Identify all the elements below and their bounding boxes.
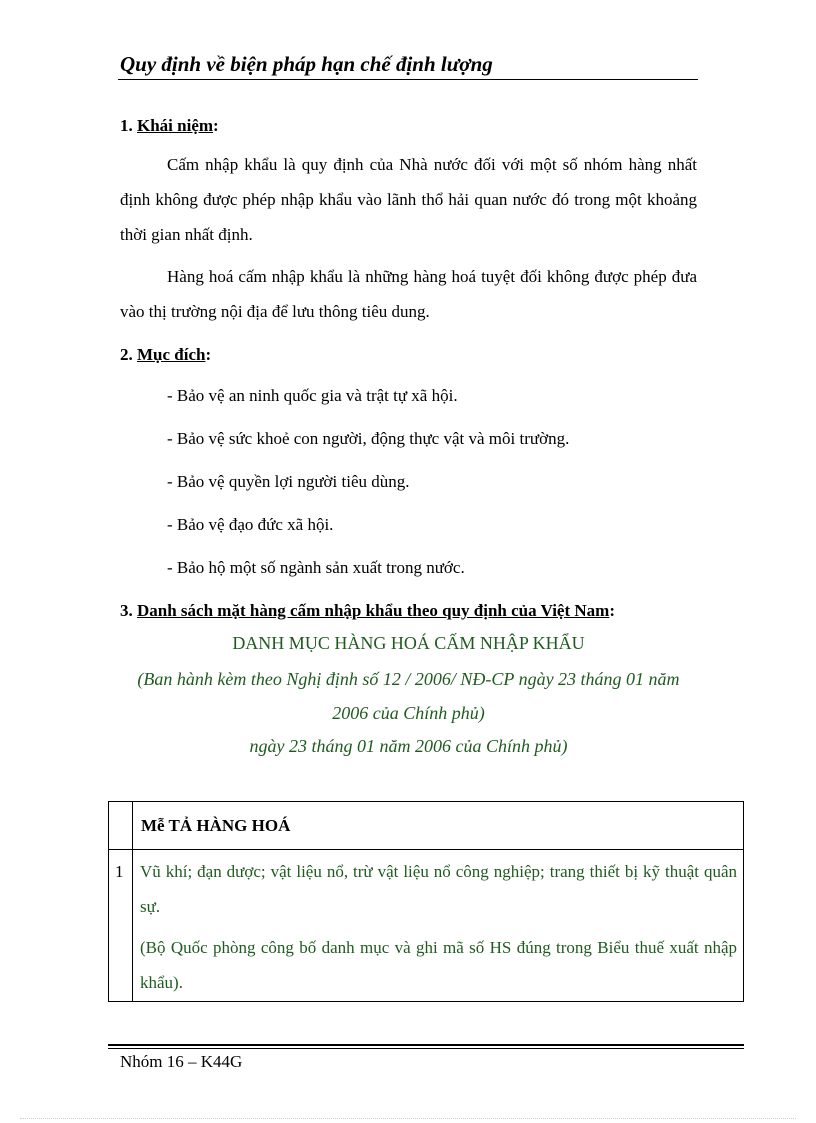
footer-divider-thick <box>108 1044 744 1046</box>
section-1-paragraph-2: Hàng hoá cấm nhập khẩu là những hàng hoá tuyệt đối không được phép đưa vào thị trường nội địa để lưu thông tiêu dung. <box>120 267 697 321</box>
section-3-title: Danh sách mặt hàng cấm nhập khẩu theo quy định của Việt Nam <box>137 601 610 620</box>
section-1-heading <box>120 116 219 136</box>
header-divider <box>118 79 698 80</box>
section-2-title: Mục đích <box>137 345 206 364</box>
section-1-title: Khái niệm <box>137 116 214 135</box>
section-1-paragraph-1: Cấm nhập khẩu là quy định của Nhà nước đối với một số nhóm hàng nhất định không được phép nhập khẩu vào lãnh thổ hải quan nước đó trong một khoảng thời gian nhất định. <box>120 155 697 244</box>
banned-goods-table <box>108 801 744 1002</box>
page-edge-dotted-line <box>20 1118 796 1119</box>
table-row-description: Vũ khí; đạn dược; vật liệu nổ, trừ vật liệu nổ công nghiệp; trang thiết bị kỹ thuật quân sự. <box>140 862 737 916</box>
table-column-divider <box>132 802 133 1001</box>
purpose-bullet: - Bảo vệ sức khoẻ con người, động thực vật và môi trường. <box>167 429 570 448</box>
footer-divider-thin <box>108 1048 744 1049</box>
section-3-colon: : <box>609 601 616 620</box>
section-1-colon: : <box>213 116 219 135</box>
decree-note-line-3: ngày 23 tháng 01 năm 2006 của Chính phủ) <box>249 736 568 756</box>
section-2-colon: : <box>205 345 212 364</box>
purpose-bullet: - Bảo hộ một số ngành sản xuất trong nước. <box>167 558 465 577</box>
table-row-number: 1 <box>115 862 124 881</box>
section-3-heading <box>120 601 615 621</box>
decree-note-line-1: (Ban hành kèm theo Nghị định số 12 / 2006/ NĐ-CP ngày 23 tháng 01 năm <box>137 669 680 689</box>
table-row-note: (Bộ Quốc phòng công bố danh mục và ghi mã số HS đúng trong Biểu thuế xuất nhập khẩu). <box>140 938 737 992</box>
footer-group-label: Nhóm 16 – K44G <box>120 1052 243 1071</box>
section-2-number: 2. <box>120 345 137 364</box>
decree-note-line-2: 2006 của Chính phủ) <box>332 703 485 723</box>
page-header-title: Quy định về biện pháp hạn chế định lượng <box>120 52 493 76</box>
section-1-number: 1. <box>120 116 137 135</box>
purpose-bullet: - Bảo vệ quyền lợi người tiêu dùng. <box>167 472 410 491</box>
table-header-description: Mễ TẢ HÀNG HOÁ <box>141 816 291 835</box>
table-header-divider <box>109 849 743 850</box>
purpose-bullet: - Bảo vệ đạo đức xã hội. <box>167 515 334 534</box>
purpose-bullet: - Bảo vệ an ninh quốc gia và trật tự xã hội. <box>167 386 458 405</box>
section-2-heading <box>120 345 211 365</box>
banned-goods-list-title: DANH MỤC HÀNG HOÁ CẤM NHẬP KHẨU <box>232 633 585 653</box>
section-3-number: 3. <box>120 601 137 620</box>
